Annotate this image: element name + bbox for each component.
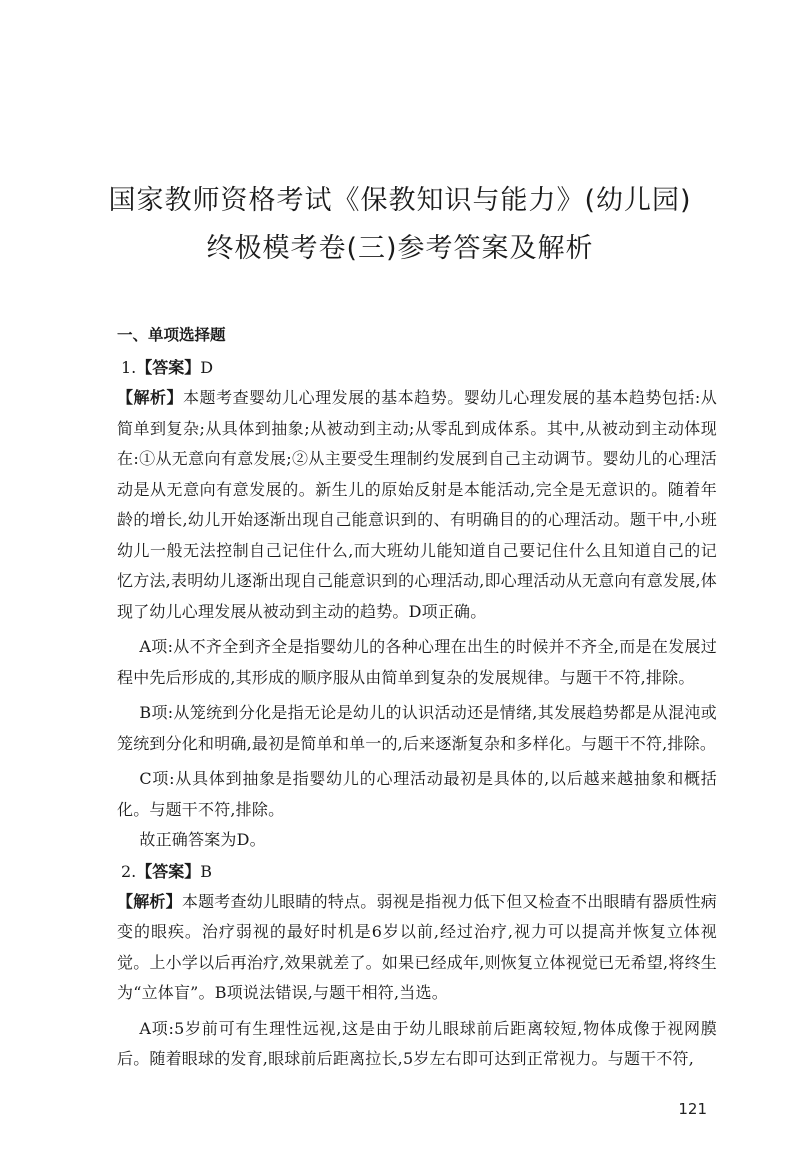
q1-analysis-text: 本题考查婴幼儿心理发展的基本趋势。婴幼儿心理发展的基本趋势包括:从简单到复杂;从具体到抽象;从被动到主动;从零乱到成体系。其中,从被动到主动体现在:①从无意向有意发展;②从主要受生理制约发展到自己主动调节。婴幼儿的心理活动是从无意向有意发展的。新生儿的原始反射是本能活动,完全是无意识的。随着年龄的增长,幼儿开始逐渐出现自己能意识到的、有明确目的的心理活动。题干中,小班幼儿一般无法控制自己记住什么,而大班幼儿能知道自己要记住什么且知道自己的记忆方法,表明幼儿逐渐出现自己能意识到的心理活动,即心理活动从无意向有意发展,体现了幼儿心理发展从被动到主动的趋势。D项正确。 <box>117 388 717 621</box>
q2-answer-line <box>117 856 717 887</box>
q2-number: 2. <box>121 861 137 881</box>
q2-option-a: A项:5岁前可有生理性远视,这是由于幼儿眼球前后距离较短,物体成像于视网膜后。随着眼球的发育,眼球前后距离拉长,5岁左右即可达到正常视力。与题干不符, <box>117 1018 717 1068</box>
q2-analysis-text: 本题考查幼儿眼睛的特点。弱视是指视力低下但又检查不出眼睛有器质性病变的眼疾。治疗弱视的最好时机是6岁以前,经过治疗,视力可以提高并恢复立体视觉。上小学以后再治疗,效果就差了。如果已经成年,则恢复立体视觉已无希望,将终生为“立体盲”。B项说法错误,与题干相符,当选。 <box>117 891 717 1002</box>
q1-analysis-tag: 【解析】 <box>117 388 184 407</box>
q1-conclusion: 故正确答案为D。 <box>139 830 266 849</box>
q1-analysis <box>117 383 717 627</box>
page-number: 121 <box>678 1100 707 1118</box>
page-title-line-2: 终极模考卷(三)参考答案及解析 <box>206 233 594 264</box>
section-heading: 一、单项选择题 <box>117 326 226 344</box>
q1-number: 1. <box>121 358 137 377</box>
q1-answer-tag: 【答案】 <box>136 358 201 377</box>
q1-answer-value: D <box>200 358 214 377</box>
q2-answer-value: B <box>200 861 213 881</box>
q1-answer-line <box>117 352 717 383</box>
q2-answer-tag: 【答案】 <box>136 861 201 881</box>
q1-option-a: A项:从不齐全到齐全是指婴幼儿的各种心理在出生的时候并不齐全,而是在发展过程中先后形成的,其形成的顺序服从由简单到复杂的发展规律。与题干不符,排除。 <box>117 637 717 687</box>
q1-option-c: C项:从具体到抽象是指婴幼儿的心理活动最初是具体的,以后越来越抽象和概括化。与题干不符,排除。 <box>117 769 717 819</box>
document-body <box>117 318 717 1075</box>
page-title-line-1: 国家教师资格考试《保教知识与能力》(幼儿园) <box>108 185 692 216</box>
q2-analysis-tag: 【解析】 <box>117 891 182 911</box>
q1-option-b: B项:从笼统到分化是指无论是幼儿的认识活动还是情绪,其发展趋势都是从混沌或笼统到分化和明确,最初是简单和单一的,后来逐渐复杂和多样化。与题干不符,排除。 <box>117 703 717 753</box>
q2-analysis <box>117 887 717 1009</box>
